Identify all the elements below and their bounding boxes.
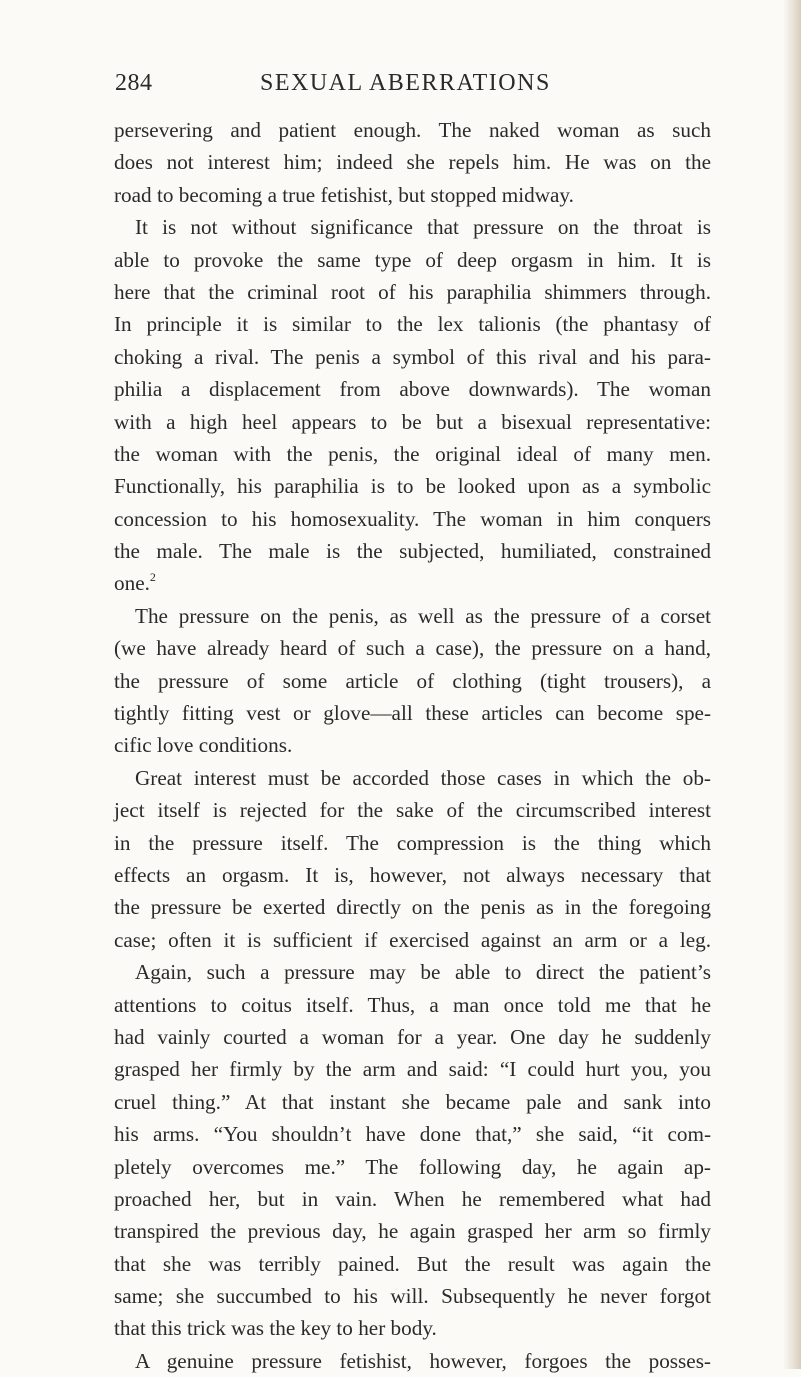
text-line-content: one. [114, 571, 150, 596]
text-line: The pressure on the penis, as well as the pressure of a corset [135, 603, 711, 628]
text-line: choking a rival. The penis a symbol of this rival and his para- [114, 344, 711, 369]
running-header [115, 70, 715, 104]
text-line: In principle it is similar to the lex talionis (the phantasy of [114, 312, 711, 337]
body-text [114, 114, 711, 1377]
text-line: transpired the previous day, he again grasped her arm so firmly [114, 1219, 711, 1244]
text-line: case; often it is sufficient if exercised against an arm or a leg. [114, 927, 711, 952]
text-line: Functionally, his paraphilia is to be looked upon as a symbolic [114, 474, 711, 499]
text-line: same; she succumbed to his will. Subsequently he never forgot [114, 1284, 711, 1309]
text-line: the pressure of some article of clothing (tight trousers), a [114, 668, 711, 693]
text-line: tightly fitting vest or glove—all these articles can become spe- [114, 701, 711, 726]
text-line: here that the criminal root of his paraphilia shimmers through. [114, 279, 711, 304]
text-line: in the pressure itself. The compression is the thing which [114, 830, 711, 855]
text-line: cruel thing.” At that instant she became pale and sank into [114, 1089, 711, 1114]
text-line: attentions to coitus itself. Thus, a man once told me that he [114, 992, 711, 1017]
text-line: philia a displacement from above downwards). The woman [114, 377, 711, 402]
text-line: Great interest must be accorded those cases in which the ob- [135, 765, 711, 790]
page-number: 284 [115, 70, 153, 96]
text-line: the woman with the penis, the original ideal of many men. [114, 441, 711, 466]
text-line: proached her, but in vain. When he remembered what had [114, 1186, 711, 1211]
text-line: his arms. “You shouldn’t have done that,” she said, “it com- [114, 1122, 711, 1147]
text-line: Again, such a pressure may be able to direct the patient’s [135, 960, 711, 985]
text-line: had vainly courted a woman for a year. One day he suddenly [114, 1024, 711, 1049]
text-line: A genuine pressure fetishist, however, forgoes the posses- [135, 1348, 711, 1373]
text-line: concession to his homosexuality. The woman in him conquers [114, 506, 711, 531]
text-line: the pressure be exerted directly on the penis as in the foregoing [114, 895, 711, 920]
footnote-ref[interactable]: 2 [149, 570, 156, 585]
text-line: road to becoming a true fetishist, but stopped midway. [114, 182, 574, 207]
text-line: that she was terribly pained. But the result was again the [114, 1251, 711, 1276]
text-line [114, 567, 711, 599]
running-title: SEXUAL ABERRATIONS [260, 70, 551, 96]
text-line: that this trick was the key to her body. [114, 1316, 437, 1341]
text-line: does not interest him; indeed she repels him. He was on the [114, 150, 711, 175]
text-line: ject itself is rejected for the sake of the circumscribed interest [114, 798, 711, 823]
text-line: the male. The male is the subjected, humiliated, constrained [114, 539, 711, 564]
text-line: It is not without significance that pressure on the throat is [135, 215, 711, 240]
page-edge-shadow [783, 0, 801, 1369]
text-line: grasped her firmly by the arm and said: “I could hurt you, you [114, 1057, 711, 1082]
text-line: effects an orgasm. It is, however, not always necessary that [114, 862, 711, 887]
text-line: cific love conditions. [114, 733, 293, 758]
text-line: with a high heel appears to be but a bisexual representative: [114, 409, 711, 434]
text-line: persevering and patient enough. The naked woman as such [114, 118, 711, 142]
text-line: (we have already heard of such a case), the pressure on a hand, [114, 636, 711, 661]
text-line: pletely overcomes me.” The following day, he again ap- [114, 1154, 711, 1179]
text-line: able to provoke the same type of deep orgasm in him. It is [114, 247, 711, 272]
